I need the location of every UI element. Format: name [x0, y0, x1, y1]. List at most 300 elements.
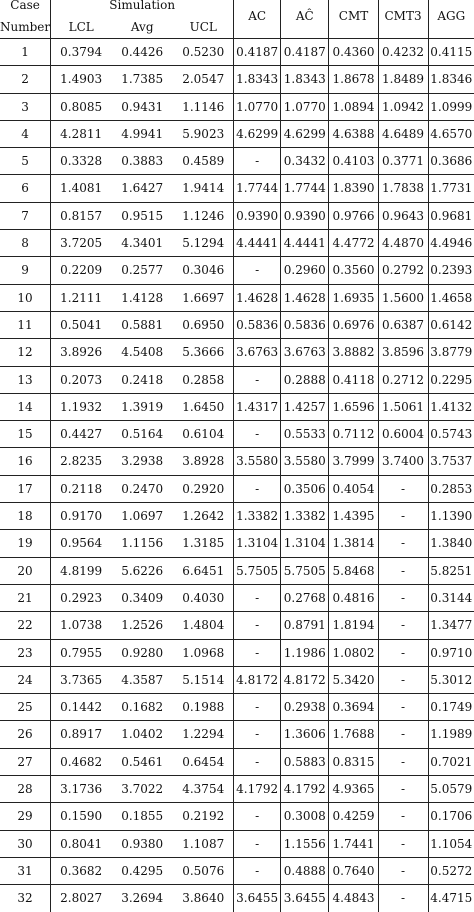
header-ucl: UCL — [173, 16, 234, 39]
cell-avg: 0.5881 — [111, 311, 173, 338]
cell-cmt3: - — [378, 503, 428, 530]
table-row — [0, 584, 474, 611]
cell-cmt3: - — [378, 612, 428, 639]
cell-cmt: 1.3814 — [329, 530, 378, 557]
cell-agg: 0.9710 — [428, 639, 474, 666]
cell-case-number: 3 — [0, 93, 51, 120]
cell-agg: 0.1706 — [428, 803, 474, 830]
table-row — [0, 148, 474, 175]
cell-case-number: 28 — [0, 776, 51, 803]
cell-ucl: 6.6451 — [173, 557, 234, 584]
cell-ac-hat: 5.7505 — [281, 557, 329, 584]
cell-ucl: 1.1087 — [173, 830, 234, 857]
cell-ucl: 1.4804 — [173, 612, 234, 639]
cell-cmt: 0.9766 — [329, 202, 378, 229]
table-row — [0, 503, 474, 530]
cell-cmt3: - — [378, 530, 428, 557]
header-ac-hat: AĈ — [281, 0, 329, 39]
table-row — [0, 830, 474, 857]
cell-case-number: 29 — [0, 803, 51, 830]
cell-ac: 0.5836 — [234, 311, 281, 338]
table-row — [0, 721, 474, 748]
cell-ac-hat: 3.6763 — [281, 339, 329, 366]
cell-case-number: 19 — [0, 530, 51, 557]
cell-agg: 4.4946 — [428, 230, 474, 257]
cell-lcl: 1.0738 — [51, 612, 112, 639]
cell-ac: 1.0770 — [234, 93, 281, 120]
table-row — [0, 639, 474, 666]
cell-ac: - — [234, 639, 281, 666]
cell-cmt3: 1.7838 — [378, 175, 428, 202]
cell-ucl: 1.9414 — [173, 175, 234, 202]
cell-case-number: 14 — [0, 393, 51, 420]
cell-ac-hat: 3.5580 — [281, 448, 329, 475]
cell-case-number: 1 — [0, 39, 51, 66]
cell-ucl: 0.6104 — [173, 421, 234, 448]
table-row — [0, 557, 474, 584]
cell-lcl: 3.1736 — [51, 776, 112, 803]
cell-agg: 1.1054 — [428, 830, 474, 857]
cell-ac: 1.4317 — [234, 393, 281, 420]
cell-case-number: 17 — [0, 475, 51, 502]
cell-cmt3: 3.8596 — [378, 339, 428, 366]
cell-ucl: 1.3185 — [173, 530, 234, 557]
cell-case-number: 2 — [0, 66, 51, 93]
cell-ac: 4.6299 — [234, 120, 281, 147]
table-row — [0, 93, 474, 120]
cell-ac-hat: 0.2768 — [281, 584, 329, 611]
cell-ucl: 1.6697 — [173, 284, 234, 311]
table-row — [0, 257, 474, 284]
table-row — [0, 393, 474, 420]
cell-agg: 0.1749 — [428, 694, 474, 721]
cell-lcl: 0.1590 — [51, 803, 112, 830]
cell-cmt: 0.4103 — [329, 148, 378, 175]
cell-ucl: 0.4589 — [173, 148, 234, 175]
cell-ucl: 1.6450 — [173, 393, 234, 420]
cell-case-number: 10 — [0, 284, 51, 311]
cell-ac: - — [234, 421, 281, 448]
cell-cmt: 4.6388 — [329, 120, 378, 147]
table-row — [0, 857, 474, 884]
cell-ac-hat: 1.3104 — [281, 530, 329, 557]
cell-cmt: 0.4816 — [329, 584, 378, 611]
cell-ucl: 1.1246 — [173, 202, 234, 229]
table-row — [0, 530, 474, 557]
table-row — [0, 311, 474, 338]
cell-cmt3: 0.6004 — [378, 421, 428, 448]
cell-cmt3: 0.3771 — [378, 148, 428, 175]
cell-cmt3: 0.2792 — [378, 257, 428, 284]
cell-lcl: 0.2923 — [51, 584, 112, 611]
cell-lcl: 0.8917 — [51, 721, 112, 748]
table-row — [0, 202, 474, 229]
cell-cmt3: 1.5061 — [378, 393, 428, 420]
cell-case-number: 6 — [0, 175, 51, 202]
cell-ac: - — [234, 721, 281, 748]
cell-case-number: 22 — [0, 612, 51, 639]
cell-cmt3: - — [378, 721, 428, 748]
cell-ac: 4.1792 — [234, 776, 281, 803]
table-row — [0, 284, 474, 311]
cell-ac: 4.4441 — [234, 230, 281, 257]
cell-avg: 1.2526 — [111, 612, 173, 639]
cell-ucl: 3.8928 — [173, 448, 234, 475]
cell-agg: 5.0579 — [428, 776, 474, 803]
cell-avg: 0.9515 — [111, 202, 173, 229]
cell-ucl: 1.0968 — [173, 639, 234, 666]
cell-ac-hat: 0.2938 — [281, 694, 329, 721]
cell-lcl: 1.1932 — [51, 393, 112, 420]
cell-ucl: 5.3666 — [173, 339, 234, 366]
cell-agg: 1.0999 — [428, 93, 474, 120]
cell-ac-hat: 0.4888 — [281, 857, 329, 884]
cell-cmt: 1.0802 — [329, 639, 378, 666]
cell-ac: - — [234, 830, 281, 857]
cell-cmt: 0.8315 — [329, 748, 378, 775]
cell-avg: 1.7385 — [111, 66, 173, 93]
cell-lcl: 0.8041 — [51, 830, 112, 857]
cell-avg: 0.2418 — [111, 366, 173, 393]
cell-cmt3: 3.7400 — [378, 448, 428, 475]
cell-cmt: 4.4843 — [329, 885, 378, 912]
cell-case-number: 18 — [0, 503, 51, 530]
cell-case-number: 21 — [0, 584, 51, 611]
cell-avg: 4.5408 — [111, 339, 173, 366]
cell-ac-hat: 1.0770 — [281, 93, 329, 120]
cell-ucl: 0.4030 — [173, 584, 234, 611]
cell-cmt3: - — [378, 830, 428, 857]
table-row — [0, 776, 474, 803]
cell-ucl: 0.2920 — [173, 475, 234, 502]
cell-cmt: 0.3694 — [329, 694, 378, 721]
cell-avg: 0.2577 — [111, 257, 173, 284]
cell-ac: - — [234, 748, 281, 775]
cell-ac-hat: 4.1792 — [281, 776, 329, 803]
cell-agg: 0.5272 — [428, 857, 474, 884]
cell-agg: 4.4715 — [428, 885, 474, 912]
cell-lcl: 4.8199 — [51, 557, 112, 584]
cell-lcl: 3.7365 — [51, 666, 112, 693]
cell-ac: - — [234, 803, 281, 830]
cell-avg: 0.5461 — [111, 748, 173, 775]
cell-case-number: 23 — [0, 639, 51, 666]
cell-cmt: 1.8194 — [329, 612, 378, 639]
cell-cmt: 1.8678 — [329, 66, 378, 93]
cell-lcl: 0.9564 — [51, 530, 112, 557]
cell-agg: 1.8346 — [428, 66, 474, 93]
cell-avg: 0.3409 — [111, 584, 173, 611]
cell-case-number: 5 — [0, 148, 51, 175]
cell-lcl: 2.8027 — [51, 885, 112, 912]
cell-ucl: 5.9023 — [173, 120, 234, 147]
table-row — [0, 475, 474, 502]
cell-avg: 0.1682 — [111, 694, 173, 721]
cell-lcl: 0.8157 — [51, 202, 112, 229]
cell-ac: - — [234, 612, 281, 639]
cell-ac-hat: 1.8343 — [281, 66, 329, 93]
cell-avg: 0.9380 — [111, 830, 173, 857]
cell-cmt3: - — [378, 803, 428, 830]
cell-cmt3: - — [378, 857, 428, 884]
cell-cmt: 0.4259 — [329, 803, 378, 830]
cell-agg: 0.7021 — [428, 748, 474, 775]
cell-avg: 0.1855 — [111, 803, 173, 830]
cell-ucl: 0.6454 — [173, 748, 234, 775]
table-row — [0, 175, 474, 202]
cell-cmt3: 1.8489 — [378, 66, 428, 93]
cell-cmt3: - — [378, 666, 428, 693]
cell-ucl: 0.2192 — [173, 803, 234, 830]
cell-lcl: 0.5041 — [51, 311, 112, 338]
cell-avg: 1.4128 — [111, 284, 173, 311]
header-number: Number — [0, 16, 51, 39]
cell-agg: 1.4132 — [428, 393, 474, 420]
cell-ac-hat: 0.9390 — [281, 202, 329, 229]
cell-case-number: 16 — [0, 448, 51, 475]
cell-lcl: 0.7955 — [51, 639, 112, 666]
cell-avg: 0.4426 — [111, 39, 173, 66]
cell-case-number: 12 — [0, 339, 51, 366]
cell-case-number: 7 — [0, 202, 51, 229]
cell-agg: 1.7731 — [428, 175, 474, 202]
cell-case-number: 24 — [0, 666, 51, 693]
cell-ac-hat: 0.5836 — [281, 311, 329, 338]
cell-cmt: 0.4118 — [329, 366, 378, 393]
header-agg: AGG — [437, 9, 466, 23]
cell-ucl: 0.5076 — [173, 857, 234, 884]
cell-cmt3: - — [378, 584, 428, 611]
cell-ac: - — [234, 694, 281, 721]
cell-agg: 0.4115 — [428, 39, 474, 66]
header-cmt: CMT — [329, 0, 378, 39]
cell-agg: 3.7537 — [428, 448, 474, 475]
cell-ac-hat: 4.4441 — [281, 230, 329, 257]
cell-lcl: 0.3682 — [51, 857, 112, 884]
cell-ac-hat: 1.3606 — [281, 721, 329, 748]
cell-ac-hat: 0.4187 — [281, 39, 329, 66]
cell-ucl: 0.1988 — [173, 694, 234, 721]
cell-lcl: 0.3328 — [51, 148, 112, 175]
cell-ucl: 0.5230 — [173, 39, 234, 66]
cell-ac: 3.6455 — [234, 885, 281, 912]
cell-ac: - — [234, 857, 281, 884]
table-row — [0, 694, 474, 721]
cell-cmt3: - — [378, 557, 428, 584]
cell-avg: 3.2938 — [111, 448, 173, 475]
cell-avg: 0.9431 — [111, 93, 173, 120]
cell-cmt: 0.6976 — [329, 311, 378, 338]
cell-agg: 0.6142 — [428, 311, 474, 338]
cell-agg: 1.3477 — [428, 612, 474, 639]
cell-ucl: 1.2294 — [173, 721, 234, 748]
cell-ucl: 0.2858 — [173, 366, 234, 393]
cell-cmt: 4.9365 — [329, 776, 378, 803]
cell-ac: - — [234, 475, 281, 502]
cell-cmt: 1.6596 — [329, 393, 378, 420]
table-row — [0, 39, 474, 66]
cell-avg: 4.3401 — [111, 230, 173, 257]
cell-lcl: 0.3794 — [51, 39, 112, 66]
cell-cmt: 0.7112 — [329, 421, 378, 448]
cell-agg: 0.3144 — [428, 584, 474, 611]
table-row — [0, 885, 474, 912]
cell-avg: 3.7022 — [111, 776, 173, 803]
cell-avg: 0.4295 — [111, 857, 173, 884]
cell-ucl: 4.3754 — [173, 776, 234, 803]
cell-ac-hat: 1.4628 — [281, 284, 329, 311]
cell-ucl: 1.1146 — [173, 93, 234, 120]
cell-ac-hat: 1.1556 — [281, 830, 329, 857]
cell-ac-hat: 1.4257 — [281, 393, 329, 420]
cell-avg: 0.3883 — [111, 148, 173, 175]
cell-lcl: 0.4682 — [51, 748, 112, 775]
cell-cmt3: - — [378, 639, 428, 666]
cell-ac: 4.8172 — [234, 666, 281, 693]
cell-agg: 0.3686 — [428, 148, 474, 175]
cell-avg: 3.2694 — [111, 885, 173, 912]
cell-ucl: 1.2642 — [173, 503, 234, 530]
cell-cmt: 0.4054 — [329, 475, 378, 502]
cell-cmt: 1.7688 — [329, 721, 378, 748]
cell-case-number: 31 — [0, 857, 51, 884]
cell-cmt: 1.7441 — [329, 830, 378, 857]
cell-lcl: 0.9170 — [51, 503, 112, 530]
cell-lcl: 0.2073 — [51, 366, 112, 393]
cell-ucl: 5.1514 — [173, 666, 234, 693]
header-simulation: Simulation — [51, 0, 234, 16]
cell-lcl: 0.8085 — [51, 93, 112, 120]
cell-ac-hat: 3.6455 — [281, 885, 329, 912]
cell-ac: - — [234, 584, 281, 611]
cell-avg: 5.6226 — [111, 557, 173, 584]
cell-case-number: 9 — [0, 257, 51, 284]
cell-ac-hat: 4.8172 — [281, 666, 329, 693]
cell-lcl: 0.4427 — [51, 421, 112, 448]
cell-lcl: 3.7205 — [51, 230, 112, 257]
table-row — [0, 666, 474, 693]
cell-ucl: 5.1294 — [173, 230, 234, 257]
table-row — [0, 803, 474, 830]
cell-lcl: 3.8926 — [51, 339, 112, 366]
cell-avg: 1.6427 — [111, 175, 173, 202]
cell-ac: 3.5580 — [234, 448, 281, 475]
cell-agg: 1.4658 — [428, 284, 474, 311]
table-row — [0, 421, 474, 448]
header-cmt3: CMT3 — [378, 0, 428, 39]
cell-lcl: 0.1442 — [51, 694, 112, 721]
cell-ucl: 0.3046 — [173, 257, 234, 284]
cell-agg: 4.6570 — [428, 120, 474, 147]
cell-cmt: 0.4360 — [329, 39, 378, 66]
table-row — [0, 748, 474, 775]
cell-lcl: 0.2209 — [51, 257, 112, 284]
cell-avg: 0.2470 — [111, 475, 173, 502]
cell-agg: 1.1390 — [428, 503, 474, 530]
cell-case-number: 25 — [0, 694, 51, 721]
cell-cmt: 3.7999 — [329, 448, 378, 475]
table-row — [0, 66, 474, 93]
cell-cmt: 4.4772 — [329, 230, 378, 257]
cell-lcl: 1.4081 — [51, 175, 112, 202]
cell-ac: 0.4187 — [234, 39, 281, 66]
table-row — [0, 366, 474, 393]
cell-cmt: 0.3560 — [329, 257, 378, 284]
table-row — [0, 448, 474, 475]
cell-ac: 1.3382 — [234, 503, 281, 530]
cell-cmt3: 4.4870 — [378, 230, 428, 257]
table-body — [0, 39, 474, 912]
cell-case-number: 20 — [0, 557, 51, 584]
cell-case-number: 27 — [0, 748, 51, 775]
cell-cmt: 0.7640 — [329, 857, 378, 884]
cell-ucl: 2.0547 — [173, 66, 234, 93]
cell-avg: 0.9280 — [111, 639, 173, 666]
cell-ac: 1.8343 — [234, 66, 281, 93]
cell-cmt3: - — [378, 776, 428, 803]
cell-ac-hat: 1.7744 — [281, 175, 329, 202]
cell-cmt: 1.0894 — [329, 93, 378, 120]
cell-cmt3: 0.6387 — [378, 311, 428, 338]
cell-agg: 0.2393 — [428, 257, 474, 284]
cell-cmt: 1.4395 — [329, 503, 378, 530]
header-ac: AC — [234, 0, 281, 39]
table-row — [0, 612, 474, 639]
cell-agg: 0.2295 — [428, 366, 474, 393]
table-row — [0, 339, 474, 366]
cell-lcl: 1.2111 — [51, 284, 112, 311]
cell-avg: 4.3587 — [111, 666, 173, 693]
cell-cmt3: 0.4232 — [378, 39, 428, 66]
cell-avg: 0.5164 — [111, 421, 173, 448]
cell-case-number: 30 — [0, 830, 51, 857]
cell-agg: 1.3840 — [428, 530, 474, 557]
cell-ac: 3.6763 — [234, 339, 281, 366]
cell-agg: 5.3012 — [428, 666, 474, 693]
header-avg: Avg — [130, 20, 154, 34]
cell-avg: 1.0402 — [111, 721, 173, 748]
cell-agg: 1.1989 — [428, 721, 474, 748]
cell-ucl: 3.8640 — [173, 885, 234, 912]
cell-ac: - — [234, 366, 281, 393]
cell-cmt3: - — [378, 885, 428, 912]
cell-agg: 0.5743 — [428, 421, 474, 448]
cell-avg: 1.0697 — [111, 503, 173, 530]
cell-case-number: 4 — [0, 120, 51, 147]
cell-agg: 0.9681 — [428, 202, 474, 229]
cell-ac: - — [234, 257, 281, 284]
cell-avg: 1.3919 — [111, 393, 173, 420]
cell-cmt3: 1.0942 — [378, 93, 428, 120]
cell-agg: 0.2853 — [428, 475, 474, 502]
cell-cmt3: - — [378, 475, 428, 502]
cell-ac-hat: 0.3506 — [281, 475, 329, 502]
cell-cmt3: 0.2712 — [378, 366, 428, 393]
table-row — [0, 230, 474, 257]
cell-case-number: 8 — [0, 230, 51, 257]
cell-ac: 1.4628 — [234, 284, 281, 311]
cell-cmt: 3.8882 — [329, 339, 378, 366]
cell-ac-hat: 0.3008 — [281, 803, 329, 830]
cell-agg: 3.8779 — [428, 339, 474, 366]
cell-case-number: 32 — [0, 885, 51, 912]
cell-ac-hat: 0.8791 — [281, 612, 329, 639]
cell-ucl: 0.6950 — [173, 311, 234, 338]
cell-ac: 0.9390 — [234, 202, 281, 229]
cell-ac-hat: 0.5533 — [281, 421, 329, 448]
cell-lcl: 0.2118 — [51, 475, 112, 502]
cell-avg: 4.9941 — [111, 120, 173, 147]
